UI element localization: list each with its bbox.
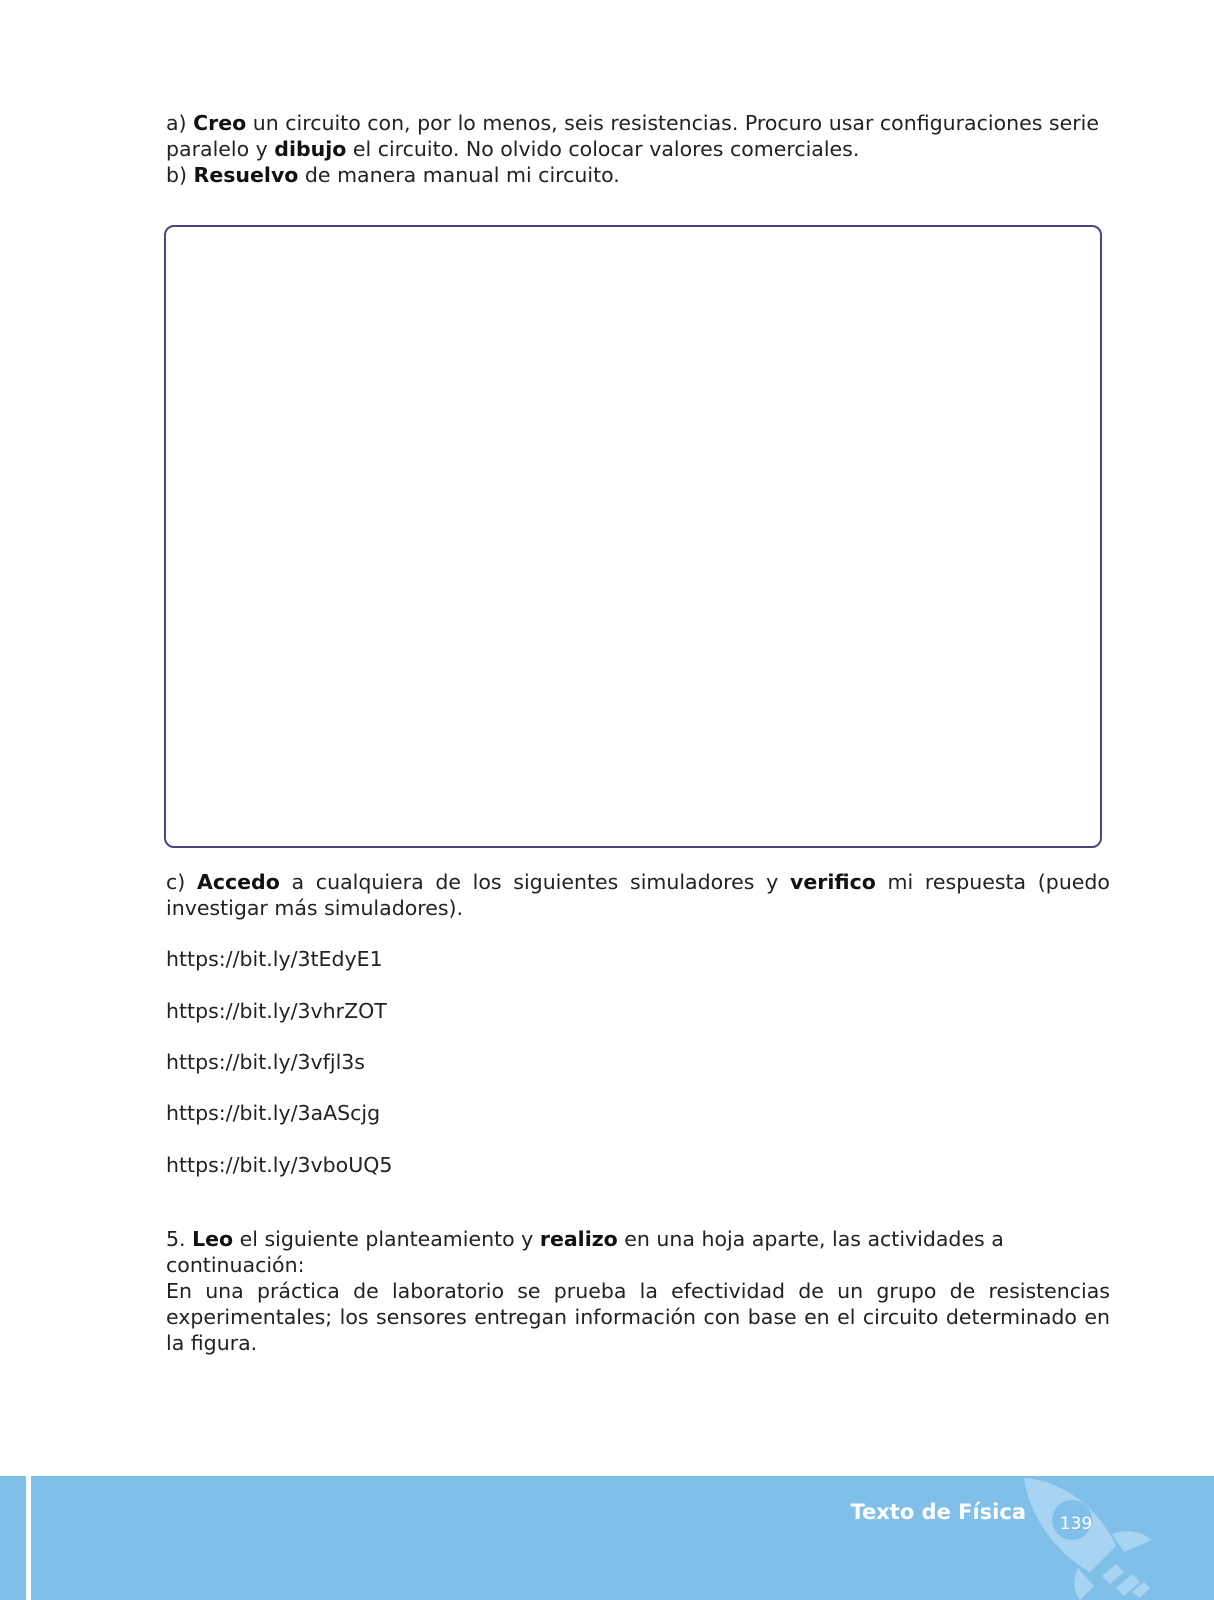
instruction-c-text-1: a cualquiera de los siguientes simuladores y <box>279 870 790 894</box>
instruction-c-prefix: c) <box>166 870 197 894</box>
instruction-a-keyword-dibujo: dibujo <box>274 137 347 161</box>
instruction-a <box>166 110 1110 162</box>
instruction-b <box>166 162 1110 188</box>
question-5-keyword-leo: Leo <box>192 1227 234 1251</box>
question-5-number: 5. <box>166 1227 193 1251</box>
answer-drawing-box[interactable] <box>164 225 1102 848</box>
instruction-c <box>166 869 1110 921</box>
simulator-link-1[interactable]: https://bit.ly/3tEdyE1 <box>166 947 383 971</box>
question-5-text-2: en una hoja aparte, las actividades a continuación: <box>166 1227 1004 1277</box>
page-number: 139 <box>1059 1514 1093 1534</box>
scenario-paragraph: En una práctica de laboratorio se prueba la efectividad de un grupo de resistencias experimentales; los sensores entregan información con base en el circuito determinado en la figura. <box>166 1279 1110 1355</box>
instruction-b-prefix: b) <box>166 163 194 187</box>
instruction-c-keyword-accedo: Accedo <box>196 870 280 894</box>
question-5 <box>166 1226 1110 1278</box>
simulator-link-3[interactable]: https://bit.ly/3vfjl3s <box>166 1050 365 1074</box>
instruction-b-keyword: Resuelvo <box>193 163 299 187</box>
instruction-b-text: de manera manual mi circuito. <box>298 163 620 187</box>
simulator-link-5[interactable]: https://bit.ly/3vboUQ5 <box>166 1153 393 1177</box>
simulator-link-2[interactable]: https://bit.ly/3vhrZOT <box>166 999 387 1023</box>
footer-book-title: Texto de Física <box>850 1500 1026 1524</box>
instruction-a-prefix: a) <box>166 111 194 135</box>
question-5-keyword-realizo: realizo <box>539 1227 618 1251</box>
rocket-icon <box>1020 1476 1180 1600</box>
instruction-c-keyword-verifico: verifico <box>790 870 876 894</box>
instruction-c-text-2: mi respuesta (puedo investigar más simuladores). <box>166 870 1110 920</box>
instruction-a-text-1: un circuito con, por lo menos, seis resistencias. Procuro usar configuraciones serie paralelo y <box>166 111 1099 161</box>
instruction-a-keyword-creo: Creo <box>193 111 247 135</box>
question-5-text-1: el siguiente planteamiento y <box>233 1227 540 1251</box>
instruction-a-text-2: el circuito. No olvido colocar valores comerciales. <box>346 137 860 161</box>
simulator-link-4[interactable]: https://bit.ly/3aAScjg <box>166 1101 381 1125</box>
footer-stripe <box>26 1476 31 1600</box>
